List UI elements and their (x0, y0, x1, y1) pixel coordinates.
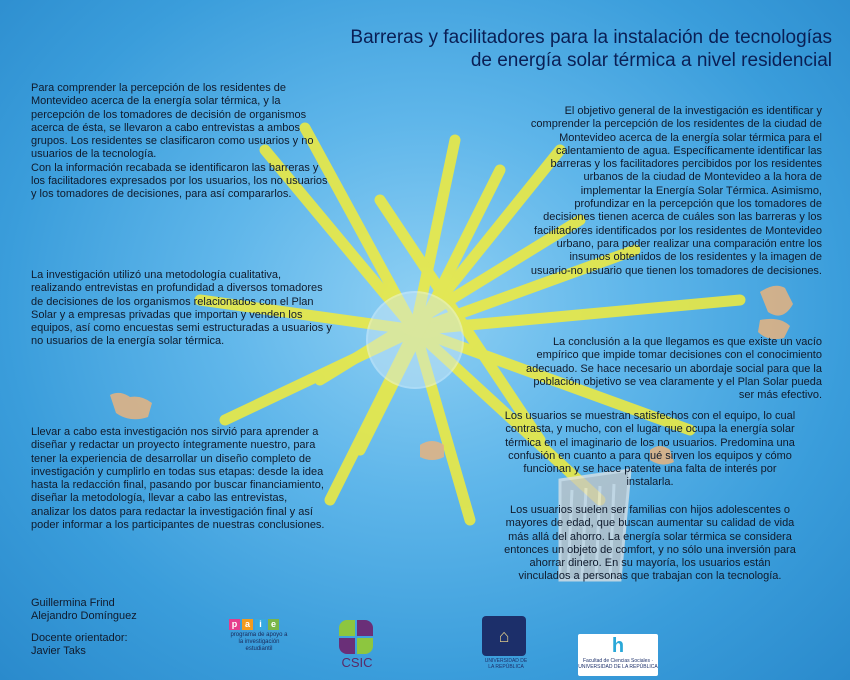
author-name: Alejandro Domínguez (31, 610, 137, 622)
title-line-1: Barreras y facilitadores para la instalación de tecnologías (350, 27, 832, 48)
pie-letter-a: a (242, 619, 253, 630)
conclusion-line: adecuado. Se hace necesario un abordaje social para que la (526, 362, 822, 375)
learning-line: investigación y cumplirlo en todas sus etapas: desde la idea (31, 465, 324, 478)
users-line: contrasta, y mucho, con el lugar que ocupa la energía solar (505, 423, 795, 436)
pie-letter-p: p (229, 619, 240, 630)
objective-line: usuario-no usuario que tienen los tomadores de decisiones. (530, 264, 822, 277)
intro-line: y los tomadores de decisiones, para así compararlos. (31, 188, 292, 201)
central-globe (367, 292, 463, 388)
objective-line: insumos obtenidos de los residentes y la imagen de (569, 251, 822, 264)
learning-line: tener la experiencia de desarrollar un diseño completo de (31, 452, 312, 465)
intro-line: percepción de los tomadores de decisión de organismos (31, 108, 307, 121)
method-line: Solar y a empresas privadas que importan y venden los (31, 308, 303, 321)
conclusion-line: población objetivo se vea claramente y el Plan Solar pueda (533, 375, 822, 388)
udelar-text: UNIVERSIDAD DE LA REPÚBLICA (484, 658, 528, 670)
objective-line: facilitadores identificados por los residentes de Montevideo (534, 224, 822, 237)
objective-line: decisiones tienen acerca de cuáles son las barreras y los (543, 211, 822, 224)
method-line: no usuarios de la energía solar térmica. (31, 335, 225, 348)
families-line: ahorrar dinero. En su mayoría, los usuarios están (529, 557, 771, 570)
objective-line: Montevideo acerca de la energía solar térmica para el (559, 131, 822, 144)
csic-mark-icon (339, 620, 373, 654)
pie-logo (229, 619, 299, 671)
udelar-logo (482, 616, 530, 676)
users-line: instalarla. (626, 476, 674, 489)
pie-letter-e: e (268, 619, 279, 630)
methodology-paragraph (31, 269, 376, 349)
intro-line: Con la información recabada se identificaron las barreras y (31, 161, 319, 174)
poster-title (232, 26, 832, 72)
intro-line: acerca de ésta, se llevaron a cabo entrevistas a ambos (31, 121, 301, 134)
fcs-mark-icon: h (611, 635, 625, 657)
pie-letters (229, 619, 299, 630)
objective-line: comprender la percepción de los residentes de la ciudad de (530, 118, 822, 131)
advisor-label: Docente orientador: (31, 632, 128, 644)
method-line: La investigación utilizó una metodología cualitativa, (31, 269, 282, 281)
intro-line: Para comprender la percepción de los residentes de (31, 82, 286, 94)
objective-line: implementar la Energía Solar Térmica. Asimismo, (580, 184, 822, 197)
learning-line: Llevar a cabo esta investigación nos sirvió para aprender a (31, 426, 319, 438)
learning-line: diseñar la metodología, llevar a cabo las entrevistas, (31, 492, 288, 505)
csic-logo (335, 620, 379, 676)
authors-block (31, 597, 221, 658)
objective-paragraph (478, 105, 822, 278)
families-line: mayores de edad, que buscan aumentar su calidad de vida (505, 517, 795, 530)
families-line: Los usuarios suelen ser familias con hijos adolescentes o (509, 504, 791, 516)
intro-line: grupos. Los residentes se clasificaron como usuarios y no (31, 135, 314, 148)
conclusion-line: empírico que impide tomar decisiones con el conocimiento (536, 349, 822, 362)
fcs-text: Facultad de Ciencias Sociales · UNIVERSIDAD DE LA REPÚBLICA (578, 658, 658, 670)
users-line: Los usuarios se muestran satisfechos con el equipo, lo cual (504, 410, 796, 422)
method-line: de decisiones de los organismos relacionados con el Plan (31, 295, 314, 308)
users-line: funcionan y se hace patente una falta de interés por (523, 463, 777, 476)
csic-text: CSIC (341, 655, 373, 670)
objective-line: urbano, para poder realizar una comparación entre los (556, 237, 822, 250)
objective-line: profundizar en la percepción que los tomadores de (574, 198, 822, 211)
users-line: térmica en el imaginario de los no usuarios. Predomina una (505, 436, 795, 449)
families-paragraph (478, 504, 822, 584)
method-line: equipos, así como encuestas semi estructuradas a usuarios y (31, 322, 332, 335)
families-line: entonces un objeto de comfort, y no sólo una inversión para (504, 543, 796, 556)
intro-line: los facilitadores expresados por los usuarios, los no usuarios (31, 175, 328, 188)
conclusion-line: ser más efectivo. (738, 389, 822, 402)
objective-line: barreras y los facilitadores percibidos por los residentes (550, 158, 822, 171)
families-line: más allá del ahorro. La energía solar térmica se considera (508, 530, 792, 543)
families-line: vinculados a personas que trabajan con la tecnología. (518, 570, 782, 583)
learning-line: poder informar a los participantes de nuestras conclusiones. (31, 519, 325, 532)
objective-line: urbanos de la ciudad de Montevideo a la hora de (583, 171, 822, 184)
learning-line: diseñar y redactar un proyecto íntegramente nuestro, para (31, 439, 316, 452)
title-line-2: de energía solar térmica a nivel residencial (470, 50, 832, 71)
conclusion-paragraph (478, 336, 822, 402)
learning-line: hasta la redacción final, pasando por buscar financiamiento, (31, 479, 324, 492)
intro-line: Montevideo acerca de la energía solar térmica, y la (31, 95, 281, 108)
author-name: Guillermina Frind (31, 597, 115, 609)
udelar-seal-icon: ⌂ (482, 616, 526, 656)
conclusion-line: La conclusión a la que llegamos es que existe un vacío (552, 336, 822, 348)
advisor-name: Javier Taks (31, 645, 86, 657)
learning-paragraph (31, 426, 376, 532)
learning-line: analizar los datos para redactar la investigación final y así (31, 505, 313, 518)
fcs-logo (578, 634, 658, 676)
intro-paragraph (31, 82, 376, 202)
pie-caption: programa de apoyo a la investigación estudiantil (230, 632, 288, 652)
users-line: confusión en cuanto a para qué sirven los equipos y cómo (508, 449, 792, 462)
pie-letter-i: i (255, 619, 266, 630)
objective-line: El objetivo general de la investigación es identificar y (564, 105, 822, 117)
objective-line: calentamiento de agua. Específicamente identificar las (556, 144, 822, 157)
method-line: realizando entrevistas en profundidad a diversos tomadores (31, 282, 323, 295)
intro-line: usuarios de la tecnología. (31, 148, 157, 161)
users-paragraph (478, 410, 822, 490)
